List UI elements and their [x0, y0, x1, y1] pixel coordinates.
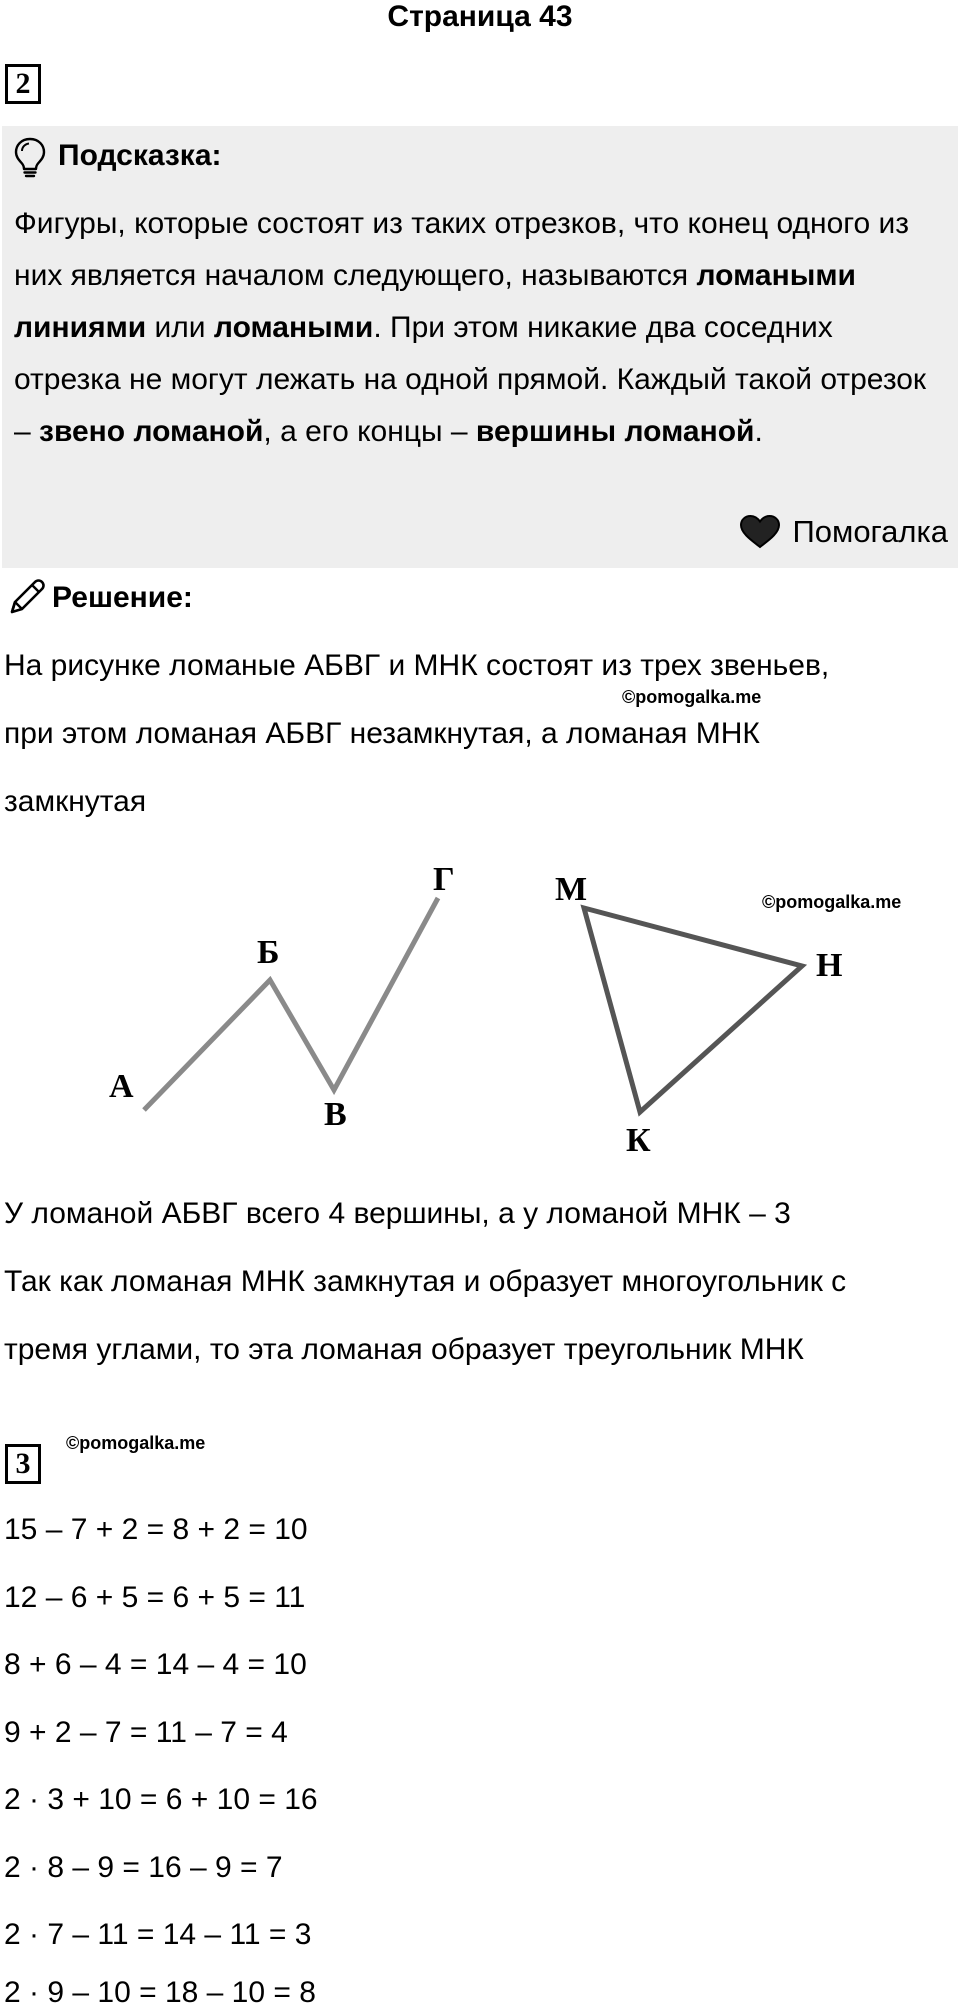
equation-line: 2 · 7 – 11 = 14 – 11 = 3 — [4, 1918, 312, 1951]
solution-title: Решение: — [52, 581, 193, 614]
hint-term: ломаными — [213, 311, 374, 344]
solution-line-6: тремя углами, то эта ломаная образует треугольник МНК — [4, 1333, 804, 1366]
page-title: Страница 43 — [387, 0, 573, 33]
hint-text-segment: , а его концы – — [263, 415, 476, 448]
vertex-label-m: М — [555, 871, 588, 908]
brand-name: Помогалка — [792, 514, 948, 549]
solution-line-1: На рисунке ломаные АБВГ и МНК состоят из трех звеньев, — [4, 649, 830, 682]
watermark: ©pomogalka.me — [622, 687, 762, 707]
equation-line: 12 – 6 + 5 = 6 + 5 = 11 — [4, 1581, 306, 1614]
hint-term: ломаными линиями — [14, 259, 856, 344]
equation-line: 2 · 3 + 10 = 6 + 10 = 16 — [4, 1783, 318, 1816]
equation-line: 15 – 7 + 2 = 8 + 2 = 10 — [4, 1513, 308, 1546]
polylines-figure — [0, 850, 960, 1170]
watermark: ©pomogalka.me — [66, 1433, 206, 1453]
solution-line-3: замкнутая — [4, 785, 147, 818]
vertex-label-g: Г — [433, 861, 455, 898]
vertex-label-n: Н — [816, 947, 843, 984]
equation-line: 2 · 9 – 10 = 18 – 10 = 8 — [4, 1976, 316, 2009]
hint-term: звено ломаной — [39, 415, 264, 448]
task-number-2: 2 — [5, 64, 41, 104]
solution-line-5: Так как ломаная МНК замкнутая и образует многоугольник с — [4, 1265, 847, 1298]
vertex-label-b: Б — [257, 934, 280, 971]
vertex-label-k: К — [626, 1122, 651, 1159]
solution-line-4: У ломаной АБВГ всего 4 вершины, а у ломаной МНК – 3 — [4, 1197, 791, 1230]
equation-line: 2 · 8 – 9 = 16 – 9 = 7 — [4, 1851, 283, 1884]
hint-text-segment: Фигуры, которые состоят из таких отрезков, что конец одного из них является началом следующего, называются — [14, 207, 910, 292]
pencil-icon — [6, 578, 46, 618]
lightbulb-icon — [12, 136, 48, 178]
hint-text-segment: . — [754, 415, 763, 448]
equation-line: 8 + 6 – 4 = 14 – 4 = 10 — [4, 1648, 307, 1681]
hint-brand — [738, 514, 948, 550]
closed-polyline-mnk — [584, 908, 802, 1112]
hint-text-segment: или — [146, 311, 214, 344]
heart-icon — [738, 514, 782, 550]
hint-text — [14, 198, 944, 458]
equation-line: 9 + 2 – 7 = 11 – 7 = 4 — [4, 1716, 288, 1749]
open-polyline-abvg — [144, 898, 438, 1110]
task-number-3: 3 — [5, 1444, 41, 1484]
solution-line-2: при этом ломаная АБВГ незамкнутая, а ломаная МНК — [4, 717, 760, 750]
hint-term: вершины ломаной — [475, 415, 755, 448]
vertex-label-a: А — [109, 1068, 134, 1105]
hint-title: Подсказка: — [58, 139, 222, 172]
hint-text-segment: . При этом никакие два соседних отрезка не могут лежать на одной прямой. Каждый такой отрезок – — [14, 311, 927, 448]
vertex-label-v: В — [324, 1096, 347, 1133]
watermark: ©pomogalka.me — [762, 892, 902, 912]
